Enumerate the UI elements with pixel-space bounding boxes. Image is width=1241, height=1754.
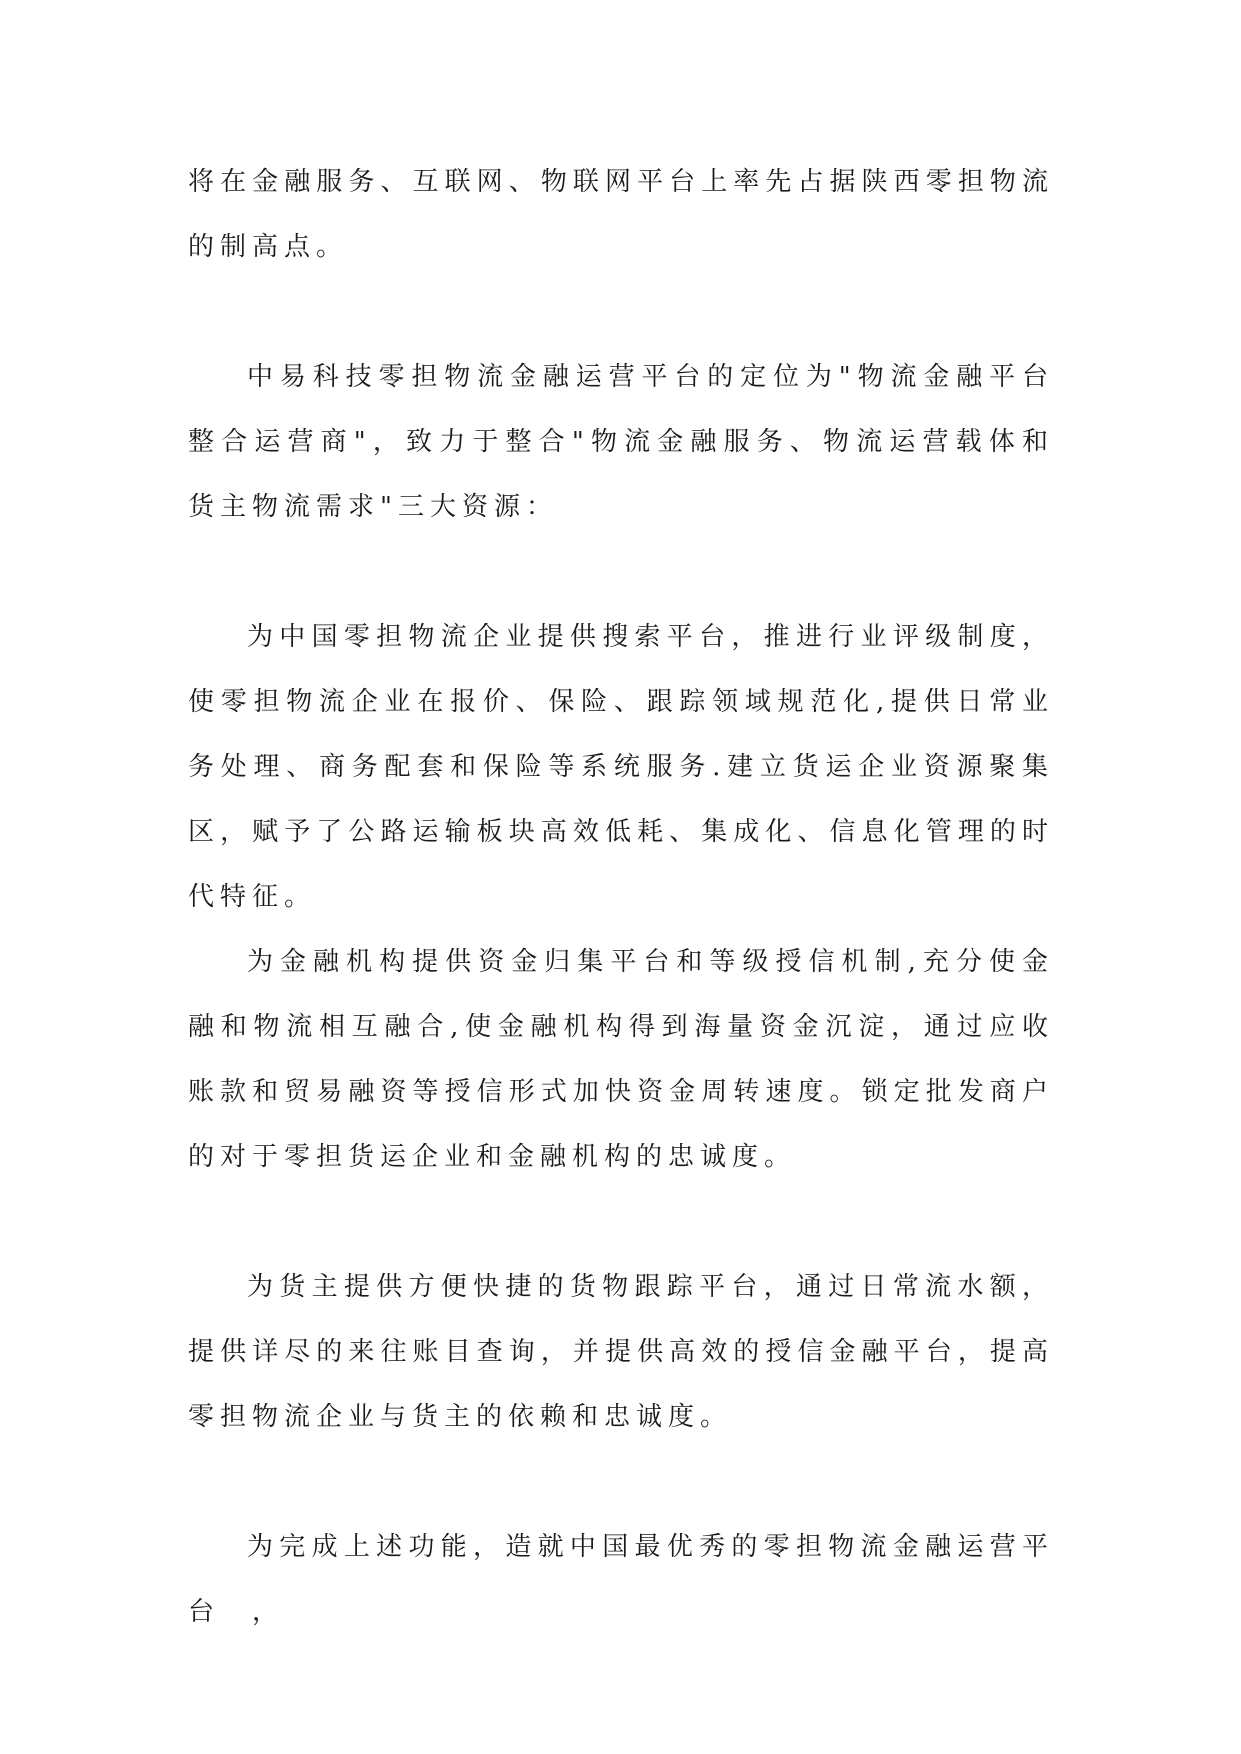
paragraph-cargo-owners: 为货主提供方便快捷的货物跟踪平台，通过日常流水额，提供详尽的来往账目查询，并提供高效的授信金融平台，提高零担物流企业与货主的依赖和忠诚度。 [188,1272,1054,1432]
paragraph-continuation: 将在金融服务、互联网、物联网平台上率先占据陕西零担物流的制高点。 [188,167,1054,262]
paragraph-financial-institutions: 为金融机构提供资金归集平台和等级授信机制,充分使金融和物流相互融合,使金融机构得到海量资金沉淀，通过应收账款和贸易融资等授信形式加快资金周转速度。锁定批发商户的对于零担货运企业和金融机构的忠诚度。 [188,947,1054,1172]
paragraph-platform-positioning: 中易科技零担物流金融运营平台的定位为"物流金融平台整合运营商"，致力于整合"物流金融服务、物流运营载体和货主物流需求"三大资源： [188,362,1054,522]
paragraph-logistics-enterprises: 为中国零担物流企业提供搜索平台，推进行业评级制度，使零担物流企业在报价、保险、跟踪领域规范化,提供日常业务处理、商务配套和保险等系统服务.建立货运企业资源聚集区，赋予了公路运输板块高效低耗、集成化、信息化管理的时代特征。 [188,622,1054,912]
paragraph-conclusion: 为完成上述功能，造就中国最优秀的零担物流金融运营平台 ， [188,1532,1054,1627]
